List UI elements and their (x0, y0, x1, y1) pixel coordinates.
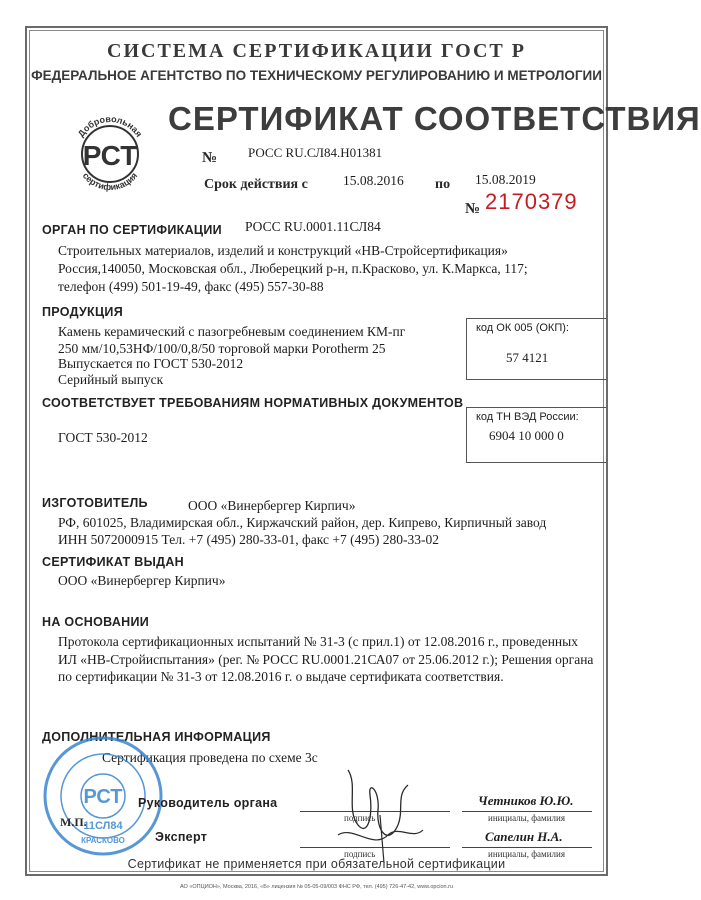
manufacturer-line-1: РФ, 601025, Владимирская обл., Киржачский район, дер. Кипрево, Кирпичный завод (58, 515, 547, 530)
basis-heading: НА ОСНОВАНИИ (42, 615, 150, 629)
system-title: СИСТЕМА СЕРТИФИКАЦИИ ГОСТ Р (107, 40, 526, 62)
product-line-2: 250 мм/10,53НФ/100/0,8/50 торговой марки Porotherm 25 (58, 341, 386, 356)
organ-line-1: Строительных материалов, изделий и конструкций «НВ-Стройсертификация» (58, 243, 508, 258)
organ-line-2: Россия,140050, Московская обл., Люберецкий р-н, п.Красково, ул. К.Маркса, 117; (58, 261, 528, 276)
head-sign-caption: подпись (344, 813, 376, 823)
product-line-1: Камень керамический с пазогребневым соединением КМ-пг (58, 324, 406, 339)
rst-logo-icon (64, 110, 156, 194)
validity-label: Срок действия с (204, 177, 308, 192)
issued-name: ООО «Винербергер Кирпич» (58, 573, 226, 588)
manufacturer-line-2: ИНН 5072000915 Тел. +7 (495) 280-33-01, факс +7 (495) 280-33-02 (58, 532, 439, 547)
product-line-4: Серийный выпуск (58, 372, 164, 387)
number-sign: № (202, 150, 218, 166)
certificate-number: РОСС RU.СЛ84.Н01381 (248, 145, 383, 160)
blank-number-sign: № (465, 201, 481, 217)
additional-heading: ДОПОЛНИТЕЛЬНАЯ ИНФОРМАЦИЯ (42, 730, 271, 744)
compliance-doc: ГОСТ 530-2012 (58, 430, 148, 445)
product-heading: ПРОДУКЦИЯ (42, 305, 123, 319)
expert-label: Эксперт (155, 830, 208, 844)
head-name-line (462, 811, 592, 812)
stamp-city: КРАСКОВО (81, 836, 125, 845)
mp-label: М.П. (60, 815, 87, 829)
agency-title: ФЕДЕРАЛЬНОЕ АГЕНТСТВО ПО ТЕХНИЧЕСКОМУ РЕГУЛИРОВАНИЮ И МЕТРОЛОГИИ (31, 68, 602, 83)
compliance-heading: СООТВЕТСТВУЕТ ТРЕБОВАНИЯМ НОРМАТИВНЫХ ДОКУМЕНТОВ (42, 396, 464, 410)
head-name-caption: инициалы, фамилия (488, 813, 565, 823)
date-to: 15.08.2019 (475, 172, 536, 187)
expert-name: Сапелин Н.А. (485, 829, 563, 844)
tnved-value: 6904 10 000 0 (489, 428, 564, 443)
signature-scribble-icon (318, 755, 438, 865)
blank-number: 2170379 (485, 189, 578, 214)
manufacturer-name: ООО «Винербергер Кирпич» (188, 498, 356, 513)
stamp-code: 11СЛ84 (83, 820, 123, 832)
organ-line-3: телефон (499) 501-19-49, факс (495) 557-30-88 (58, 279, 324, 294)
logo-top-text: Добровольная (75, 113, 145, 139)
okp-label: код ОК 005 (ОКП): (476, 322, 569, 334)
issued-heading: СЕРТИФИКАТ ВЫДАН (42, 555, 184, 569)
to-label: по (435, 177, 451, 192)
basis-line-1: Протокола сертификационных испытаний № 31-3 (с прил.1) от 12.08.2016 г., проведенных (58, 634, 578, 649)
expert-name-line (462, 847, 592, 848)
svg-text:РСТ: РСТ (83, 786, 123, 808)
footer-print-line: АО «ОПЦИОН», Москва, 2016, «Б» лицензия № 05-05-09/003 ФНС РФ, тел. (495) 726-47-42, www.opcion.ru (179, 884, 453, 890)
expert-name-caption: инициалы, фамилия (488, 849, 565, 859)
basis-line-3: по сертификации № 31-3 от 12.08.2016 г. о выдаче сертификата соответствия. (58, 669, 504, 684)
logo-center-text: РСТ (82, 140, 138, 171)
manufacturer-heading: ИЗГОТОВИТЕЛЬ (42, 496, 148, 510)
footer-notice: Сертификат не применяется при обязательной сертификации (127, 857, 506, 871)
additional-text: Сертификация проведена по схеме 3с (102, 750, 318, 765)
okp-value: 57 4121 (506, 350, 549, 365)
expert-sign-caption: подпись (344, 849, 376, 859)
head-name: Четников Ю.Ю. (478, 793, 574, 808)
basis-line-2: ИЛ «НВ-Стройиспытания» (рег. № РОСС RU.0001.21СА07 от 25.06.2012 г.); Решения органа (58, 652, 594, 667)
date-from: 15.08.2016 (343, 173, 404, 188)
certificate-title: СЕРТИФИКАТ СООТВЕТСТВИЯ (168, 100, 701, 137)
tnved-label: код ТН ВЭД России: (476, 411, 579, 423)
logo-bottom-text: сертификация (80, 170, 140, 193)
organ-code: РОСС RU.0001.11СЛ84 (245, 219, 381, 234)
organ-heading: ОРГАН ПО СЕРТИФИКАЦИИ (42, 223, 222, 237)
head-label: Руководитель органа (138, 796, 278, 810)
product-line-3: Выпускается по ГОСТ 530-2012 (58, 356, 244, 371)
